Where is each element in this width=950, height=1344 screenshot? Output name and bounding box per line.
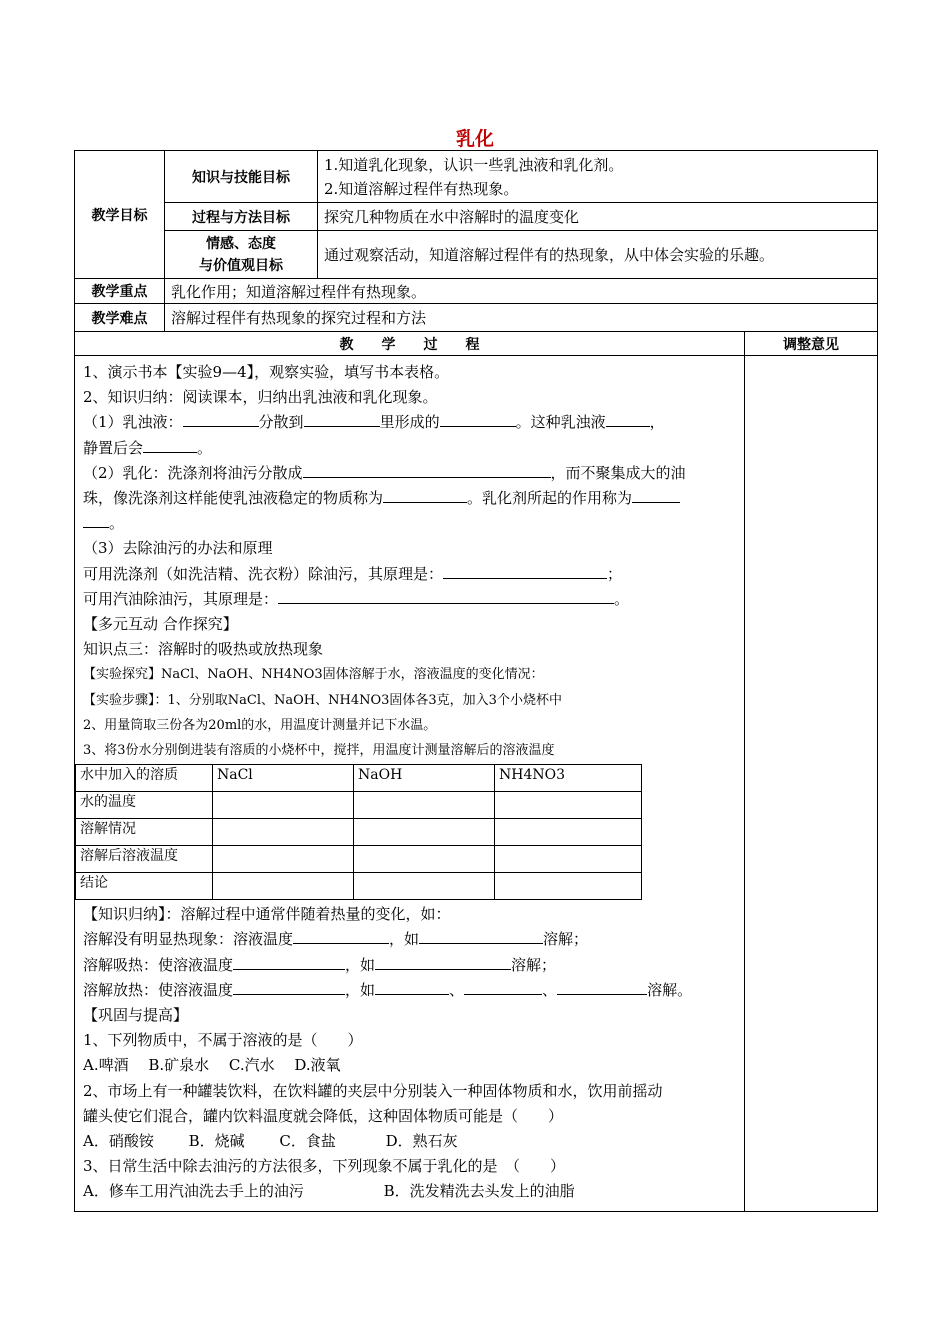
line-3: （1）乳浊液： 分散到 里形成的 。这种乳浊液 ， (83, 410, 736, 435)
process-text: 探究几种物质在水中溶解时的温度变化 (318, 203, 878, 231)
line-8: （3）去除油污的办法和原理 (83, 539, 273, 558)
process-label: 过程与方法目标 (165, 203, 318, 231)
line-9: 可用洗涤剂（如洗洁精、洗衣粉）除油污，其原理是： ； (83, 562, 736, 587)
line-6: 珠，像洗涤剂这样能使乳浊液稳定的物质称为 。乳化剂所起的作用称为 (83, 486, 736, 511)
lesson-plan-table (74, 150, 878, 1212)
question-2-line-1: 2、市场上有一种罐装饮料，在饮料罐的夹层中分别装入一种固体物质和水，饮用前摇动 (83, 1081, 663, 1100)
page-title: 乳化 (455, 128, 494, 150)
emotion-label-line-1: 情感、态度 (206, 235, 276, 252)
exp-header-nh4no3: NH4NO3 (495, 765, 642, 792)
question-2-line-2: 罐头使它们混合，罐内饮料温度就会降低，这种固体物质可能是（ ） (83, 1106, 564, 1125)
exp-cell[interactable] (354, 846, 495, 873)
line-20: 溶解放热：使溶液温度 ，如 、 、 溶解。 (83, 978, 736, 1003)
line-18: 溶解没有明显热现象：溶液温度 ，如 溶解； (83, 927, 736, 952)
exp-cell[interactable] (495, 792, 642, 819)
line-19: 溶解吸热：使溶液温度 ，如 溶解； (83, 953, 736, 978)
exp-row-label: 溶解情况 (76, 819, 213, 846)
exp-row-label: 水的温度 (76, 792, 213, 819)
exp-cell[interactable] (354, 873, 495, 900)
teaching-process-content (75, 356, 745, 1212)
line-1: 1、演示书本【实验9—4】，观察实验，填写书本表格。 (83, 363, 450, 381)
exp-header-nacl: NaCl (213, 765, 354, 792)
exp-cell[interactable] (495, 819, 642, 846)
process-header: 教 学 过 程 (75, 332, 745, 356)
knowledge-text (318, 151, 878, 203)
line-7: 。 (83, 511, 736, 536)
emotion-text: 通过观察活动，知道溶解过程伴有的热现象，从中体会实验的乐趣。 (318, 231, 878, 279)
exp-cell[interactable] (213, 792, 354, 819)
line-15: 2、用量筒取三份各为20ml的水，用温度计测量并记下水温。 (83, 717, 437, 733)
question-1: 1、下列物质中，不属于溶液的是（ ） (83, 1031, 363, 1050)
exp-header-solute: 水中加入的溶质 (76, 765, 213, 792)
exp-header-naoh: NaOH (354, 765, 495, 792)
exp-row-label: 溶解后溶液温度 (76, 846, 213, 873)
line-4: 静置后会 。 (83, 436, 736, 461)
emotion-label-line-2: 与价值观目标 (199, 257, 283, 274)
exp-cell[interactable] (213, 873, 354, 900)
line-17: 【知识归纳】：溶解过程中通常伴随着热量的变化，如： (83, 905, 451, 924)
exp-cell[interactable] (354, 819, 495, 846)
question-3: 3、日常生活中除去油污的方法很多，下列现象不属于乳化的是 （ ） (83, 1157, 566, 1176)
knowledge-label: 知识与技能目标 (165, 151, 318, 203)
knowledge-line-1: 1.知道乳化现象，认识一些乳浊液和乳化剂。 (324, 155, 624, 174)
line-5: （2）乳化：洗涤剂将油污分散成 ，而不聚集成大的油 (83, 461, 736, 486)
adjust-header: 调整意见 (745, 332, 878, 356)
key-point-label: 教学重点 (75, 279, 165, 304)
line-16: 3、将3份水分别倒进装有溶质的小烧杯中，搅拌，用温度计测量溶解后的溶液温度 (83, 743, 555, 759)
adjust-column[interactable] (745, 356, 878, 1212)
question-2-options: A．硝酸铵 B．烧碱 C．食盐 D．熟石灰 (83, 1132, 458, 1151)
line-11: 【多元互动 合作探究】 (83, 615, 238, 634)
line-2: 2、知识归纳：阅读课本，归纳出乳浊液和乳化现象。 (83, 388, 438, 407)
question-1-options: A.啤酒 B.矿泉水 C.汽水 D.液氧 (83, 1056, 341, 1075)
difficulty-label: 教学难点 (75, 304, 165, 332)
experiment-table (75, 764, 642, 900)
exp-row-label: 结论 (76, 873, 213, 900)
line-12: 知识点三：溶解时的吸热或放热现象 (83, 640, 324, 659)
line-14: 【实验步骤】：1、分别取NaCl、NaOH、NH4NO3固体各3克，加入3个小烧杯中 (83, 692, 562, 708)
line-10: 可用汽油除油污，其原理是： 。 (83, 587, 736, 612)
exp-cell[interactable] (213, 819, 354, 846)
objectives-label: 教学目标 (75, 151, 165, 279)
line-13: 【实验探究】NaCl、NaOH、NH4NO3固体溶解于水，溶液温度的变化情况： (83, 667, 544, 683)
difficulty-text: 溶解过程伴有热现象的探究过程和方法 (165, 304, 878, 332)
exp-cell[interactable] (354, 792, 495, 819)
exp-cell[interactable] (495, 846, 642, 873)
exp-cell[interactable] (213, 846, 354, 873)
exp-cell[interactable] (495, 873, 642, 900)
knowledge-line-2: 2.知道溶解过程伴有热现象。 (324, 179, 519, 198)
key-point-text: 乳化作用；知道溶解过程伴有热现象。 (165, 279, 878, 304)
line-21: 【巩固与提高】 (83, 1006, 189, 1025)
question-3-options: A．修车工用汽油洗去手上的油污 B．洗发精洗去头发上的油脂 (83, 1182, 575, 1201)
emotion-label (165, 231, 318, 279)
